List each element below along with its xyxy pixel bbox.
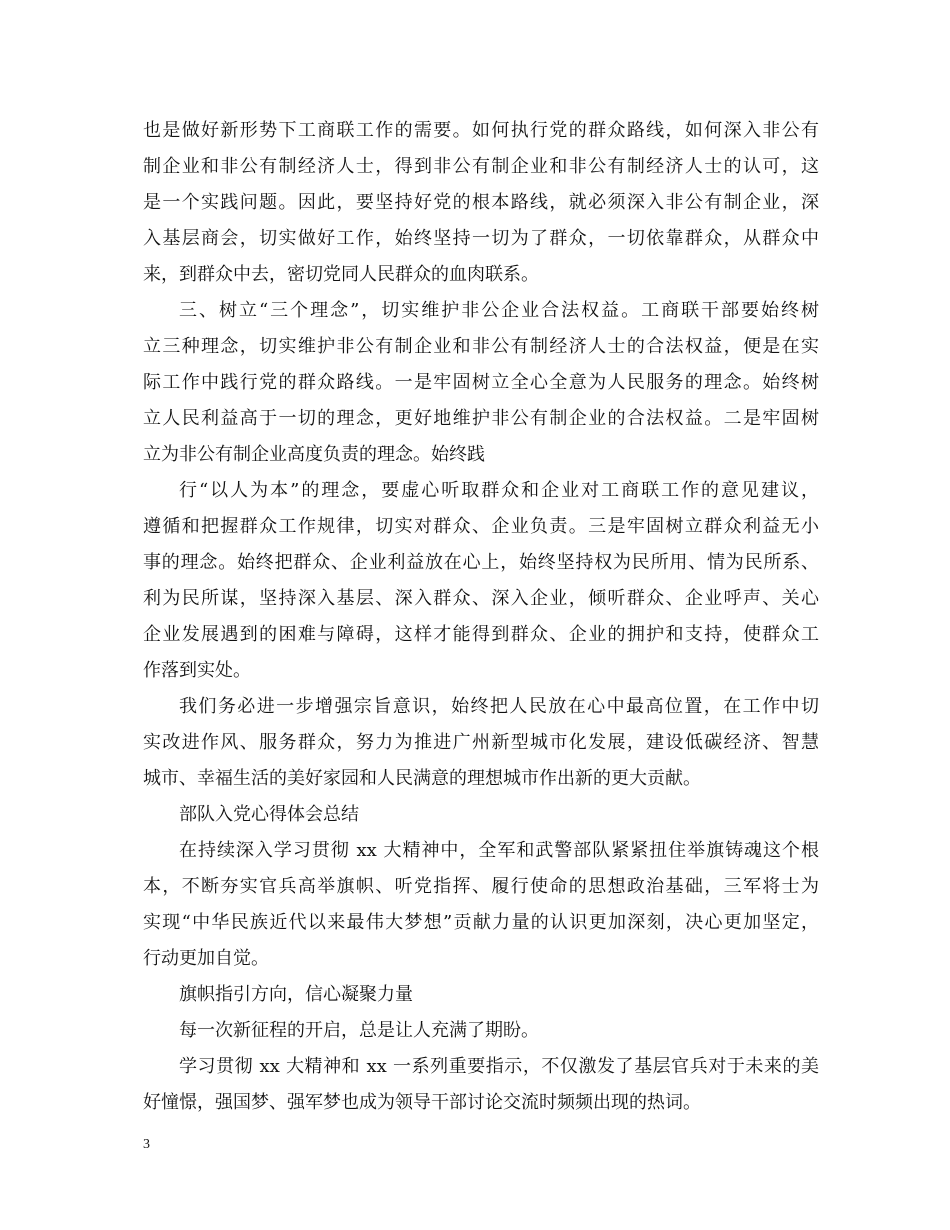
- text-line: 际工作中践行党的群众路线。一是牢固树立全心全意为人民服务的理念。始终树: [143, 372, 819, 393]
- text-line: 三、树立“三个理念”，切实维护非公企业合法权益。工商联干部要始终树: [179, 300, 819, 321]
- page-number: 3: [143, 1137, 150, 1152]
- text-line: 实现“中华民族近代以来最伟大梦想”贡献力量的认识更加深刻，决心更加坚定，: [143, 912, 819, 933]
- text-line: 是一个实践问题。因此，要坚持好党的根本路线，就必须深入非公有制企业，深: [143, 192, 819, 213]
- text-line: 制企业和非公有制经济人士，得到非公有制企业和非公有制经济人士的认可，这: [143, 156, 819, 177]
- text-line: 本，不断夯实官兵高举旗帜、听党指挥、履行使命的思想政治基础，三军将士为: [143, 876, 819, 897]
- text-line: 利为民所谋，坚持深入基层、深入群众、深入企业，倾听群众、企业呼声、关心: [143, 588, 819, 609]
- section-heading: 旗帜指引方向，信心凝聚力量: [179, 984, 413, 1005]
- section-heading: 部队入党心得体会总结: [179, 804, 359, 825]
- text-line: 行动更加自觉。: [143, 948, 269, 969]
- text-line: 企业发展遇到的困难与障碍，这样才能得到群众、企业的拥护和支持，使群众工: [143, 624, 819, 645]
- text-line: 事的理念。始终把群众、企业利益放在心上，始终坚持权为民所用、情为民所系、: [143, 552, 819, 573]
- text-line: 入基层商会，切实做好工作，始终坚持一切为了群众，一切依靠群众，从群众中: [143, 228, 819, 249]
- text-line: 在持续深入学习贯彻 xx 大精神中，全军和武警部队紧紧扭住举旗铸魂这个根: [179, 840, 819, 861]
- text-line: 行“以人为本”的理念，要虚心听取群众和企业对工商联工作的意见建议，: [179, 480, 819, 501]
- text-line: 实改进作风、服务群众，努力为推进广州新型城市化发展，建设低碳经济、智慧: [143, 732, 819, 753]
- text-line: 立人民利益高于一切的理念，更好地维护非公有制企业的合法权益。二是牢固树: [143, 408, 819, 429]
- text-line: 学习贯彻 xx 大精神和 xx 一系列重要指示，不仅激发了基层官兵对于未来的美: [179, 1056, 819, 1077]
- text-line: 来，到群众中去，密切党同人民群众的血肉联系。: [143, 264, 539, 285]
- text-line: 立为非公有制企业高度负责的理念。始终践: [143, 444, 485, 465]
- text-line: 城市、幸福生活的美好家园和人民满意的理想城市作出新的更大贡献。: [143, 768, 701, 789]
- text-line: 每一次新征程的开启，总是让人充满了期盼。: [179, 1020, 539, 1041]
- document-body: [143, 113, 819, 1121]
- text-line: 也是做好新形势下工商联工作的需要。如何执行党的群众路线，如何深入非公有: [143, 120, 819, 141]
- text-line: 我们务必进一步增强宗旨意识，始终把人民放在心中最高位置，在工作中切: [179, 696, 819, 717]
- text-line: 好憧憬，强国梦、强军梦也成为领导干部讨论交流时频频出现的热词。: [143, 1092, 701, 1113]
- text-line: 作落到实处。: [143, 660, 251, 681]
- text-line: 立三种理念，切实维护非公有制企业和非公有制经济人士的合法权益，便是在实: [143, 336, 819, 357]
- text-line: 遵循和把握群众工作规律，切实对群众、企业负责。三是牢固树立群众利益无小: [143, 516, 819, 537]
